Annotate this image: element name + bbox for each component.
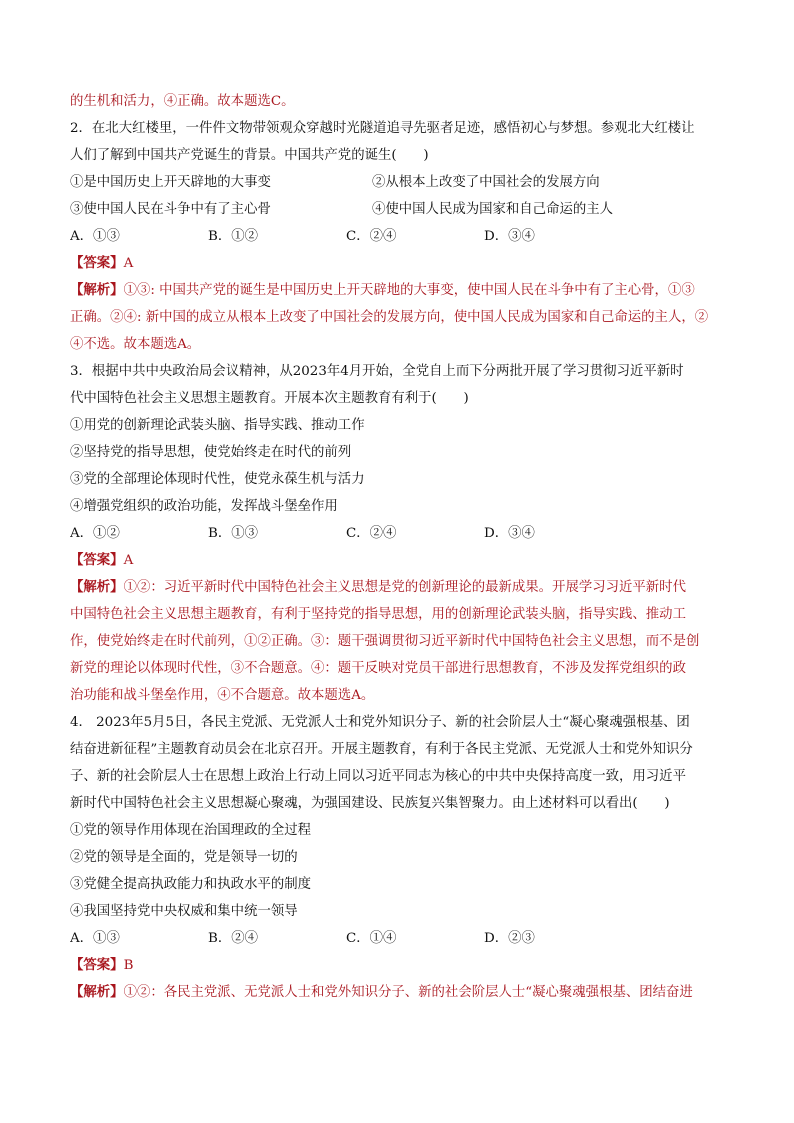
q4-option-2: ②党的领导是全面的，党是领导一切的 — [70, 850, 298, 865]
q4-choice-b: B．②④ — [208, 931, 259, 946]
q3-explanation-line-4: 新党的理论以体现时代性，③不合题意。④：题干反映对党员干部进行思想教育，不涉及发挥党组织的政 — [70, 661, 686, 676]
q2-options-row-1 — [70, 169, 734, 196]
q3-choice-c: C．②④ — [346, 526, 397, 541]
q3-option-4: ④增强党组织的政治功能，发挥战斗堡垒作用 — [70, 499, 338, 514]
q4-choice-a: A．①③ — [70, 931, 120, 946]
q3-answer-value: A — [123, 553, 134, 568]
q2-explanation-line-3: ④不选。故本题选A。 — [70, 337, 201, 352]
q4-answer — [70, 952, 734, 979]
q2-option-3: ③使中国人民在斗争中有了主心骨 — [70, 202, 271, 217]
q2-option-2: ②从根本上改变了中国社会的发展方向 — [372, 175, 600, 190]
q2-explanation-label: 【解析】 — [70, 282, 124, 298]
q2-answer-value: A — [123, 256, 134, 271]
q4-stem-line-1: 4． 2023年5月5日，各民主党派、无党派人士和党外知识分子、新的社会阶层人士“凝心聚魂强根基、团 — [70, 715, 690, 730]
q2-option-1: ①是中国历史上开天辟地的大事变 — [70, 175, 271, 190]
q3-answer-label: 【答案】 — [70, 552, 124, 568]
q2-choice-c: C．②④ — [346, 229, 397, 244]
q2-options-row-2 — [70, 196, 734, 223]
q3-choice-b: B．①③ — [208, 526, 259, 541]
q2-explanation-text-1: ①③: 中国共产党的诞生是中国历史上开天辟地的大事变，使中国人民在斗争中有了主心骨，①③ — [123, 283, 695, 298]
q4-answer-label: 【答案】 — [70, 957, 124, 973]
q3-option-1: ①用党的创新理论武装头脑、指导实践、推动工作 — [70, 418, 365, 433]
q3-choice-a: A．①② — [70, 526, 120, 541]
prev-explanation-tail: 的生机和活力，④正确。故本题选C。 — [70, 94, 295, 109]
q3-option-2: ②坚持党的指导思想，使党始终走在时代的前列 — [70, 445, 352, 460]
q2-stem-line-1: 2．在北大红楼里，一件件文物带领观众穿越时光隧道追寻先驱者足迹，感悟初心与梦想。参观北大红楼让 — [70, 121, 695, 136]
q4-choices — [70, 925, 734, 952]
q3-explanation-line-1 — [70, 574, 734, 601]
q3-explanation-label: 【解析】 — [70, 579, 124, 595]
q2-explanation-line-1 — [70, 277, 734, 304]
q2-option-4: ④使中国人民成为国家和自己命运的主人 — [372, 202, 614, 217]
q3-explanation-line-5: 治功能和战斗堡垒作用，④不合题意。故本题选A。 — [70, 688, 375, 703]
q4-stem-line-3: 子、新的社会阶层人士在思想上政治上行动上同以习近平同志为核心的中共中央保持高度一致，用习近平 — [70, 769, 686, 784]
q3-stem-line-1: 3．根据中共中央政治局会议精神，从2023年4月开始，全党自上而下分两批开展了学习贯彻习近平新时 — [70, 364, 684, 379]
q4-stem-line-2: 结奋进新征程”主题教育动员会在北京召开。开展主题教育，有利于各民主党派、无党派人士和党外知识分 — [70, 742, 693, 757]
q4-choice-c: C．①④ — [346, 931, 397, 946]
q4-choice-d: D．②③ — [484, 931, 535, 946]
q3-explanation-text-1: ①②：习近平新时代中国特色社会主义思想是党的创新理论的最新成果。开展学习习近平新时代 — [123, 580, 686, 595]
q4-answer-value: B — [123, 958, 134, 973]
q3-choice-d: D．③④ — [484, 526, 535, 541]
q3-explanation-line-3: 作，使党始终走在时代前列，①②正确。③：题干强调贯彻习近平新时代中国特色社会主义思想，而不是创 — [70, 634, 700, 649]
q3-option-3: ③党的全部理论体现时代性，使党永葆生机与活力 — [70, 472, 365, 487]
q2-choice-b: B．①② — [208, 229, 259, 244]
q2-explanation-line-2: 正确。②④: 新中国的成立从根本上改变了中国社会的发展方向，使中国人民成为国家和自己命运的主人，② — [70, 310, 709, 325]
q4-explanation-text-1: ①②：各民主党派、无党派人士和党外知识分子、新的社会阶层人士“凝心聚魂强根基、团结奋进 — [123, 985, 693, 1000]
q3-stem-line-2: 代中国特色社会主义思想主题教育。开展本次主题教育有利于( ) — [70, 391, 469, 406]
q2-answer-label: 【答案】 — [70, 255, 124, 271]
q3-choices — [70, 520, 734, 547]
q4-option-1: ①党的领导作用体现在治国理政的全过程 — [70, 823, 312, 838]
q2-choice-a: A．①③ — [70, 229, 120, 244]
q4-option-4: ④我国坚持党中央权威和集中统一领导 — [70, 904, 298, 919]
q3-explanation-line-2: 中国特色社会主义思想主题教育，有利于坚持党的指导思想，用的创新理论武装头脑，指导实践、推动工 — [70, 607, 686, 622]
q2-choice-d: D．③④ — [484, 229, 535, 244]
q4-option-3: ③党健全提高执政能力和执政水平的制度 — [70, 877, 312, 892]
q4-stem-line-4: 新时代中国特色社会主义思想凝心聚魂，为强国建设、民族复兴集智聚力。由上述材料可以看出( ) — [70, 796, 670, 811]
q4-explanation-line-1 — [70, 979, 734, 1006]
q2-stem-line-2: 人们了解到中国共产党诞生的背景。中国共产党的诞生( ) — [70, 148, 429, 163]
q3-answer — [70, 547, 734, 574]
q2-answer — [70, 250, 734, 277]
q2-choices — [70, 223, 734, 250]
document-page — [70, 88, 734, 1006]
q4-explanation-label: 【解析】 — [70, 984, 124, 1000]
